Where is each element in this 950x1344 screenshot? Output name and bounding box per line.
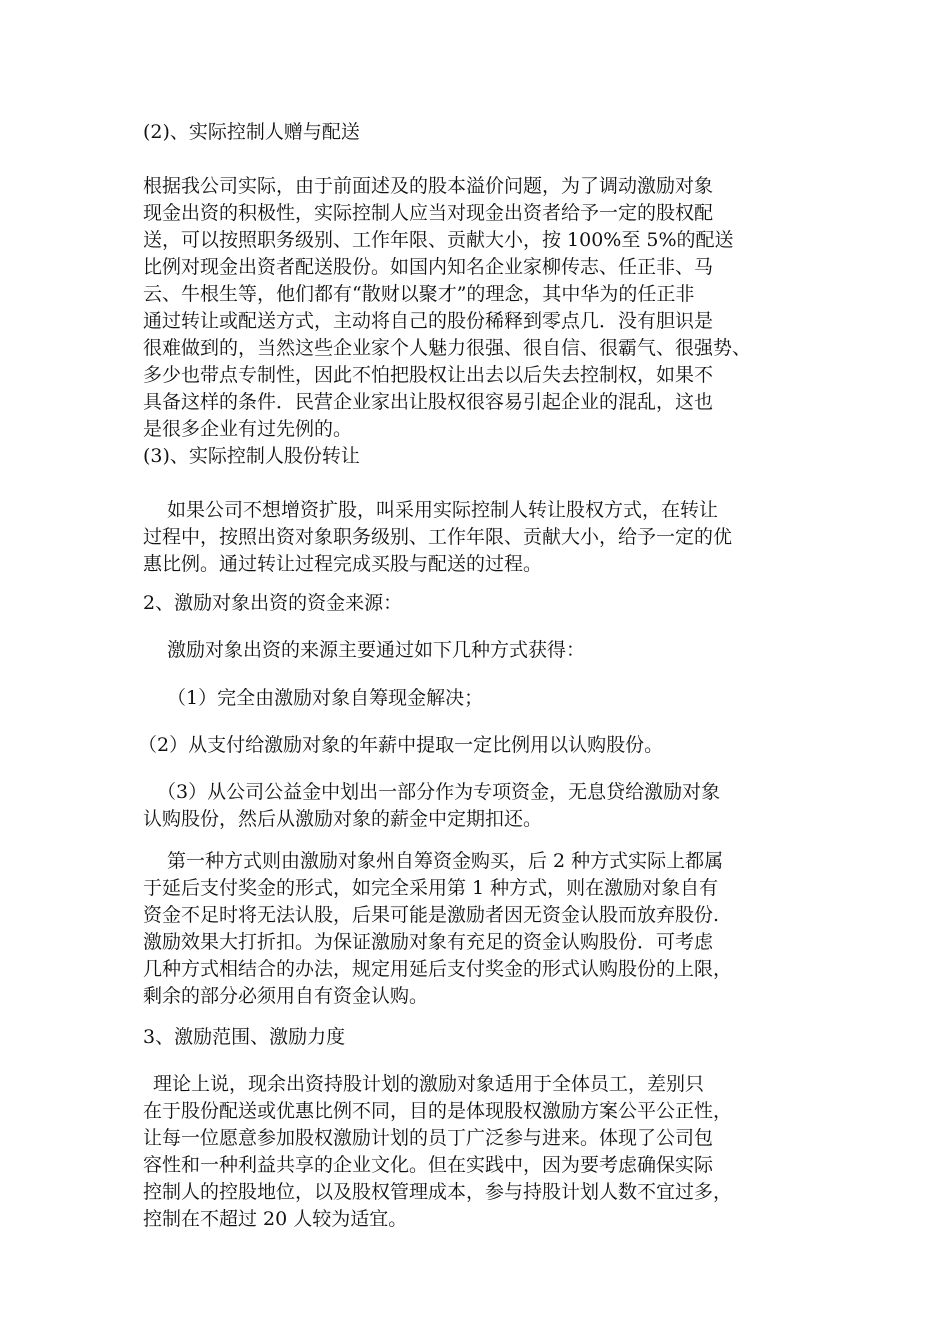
paragraph-line: 惠比例。通过转让过程完成买股与配送的过程。	[143, 553, 543, 575]
paragraph-line: 如果公司不想增资扩股，叫采用实际控制人转让股权方式，在转让	[167, 499, 719, 521]
paragraph-line: 容性和一种利益共享的企业文化。但在实践中，因为要考虑确保实际	[143, 1154, 714, 1176]
paragraph-scope	[143, 1071, 813, 1233]
paragraph-funding-methods	[143, 848, 813, 1010]
heading-scope: 3、激励范围、激励力度	[143, 1026, 346, 1048]
paragraph-line: 认购股份，然后从激励对象的薪金中定期扣还。	[143, 808, 543, 830]
paragraph-line: 控制人的控股地位，以及股权管理成本，参与持股计划人数不宜过多，	[143, 1181, 733, 1203]
paragraph-line: 让每一位愿意参加股权激励计划的员丁广泛参与进来。体现了公司包	[143, 1127, 714, 1149]
list-item-2: （2）从支付给激励对象的年薪中提取一定比例用以认购股份。	[138, 734, 664, 756]
paragraph-line: 在于股份配送或优惠比例不同，目的是体现股权激励方案公平公正性，	[143, 1100, 733, 1122]
paragraph-line: 通过转让或配送方式，主动将自己的股份稀释到零点几．没有胆识是	[143, 310, 714, 332]
list-item-3	[143, 779, 813, 833]
paragraph-gift-allocation	[143, 173, 813, 443]
paragraph-line: 根据我公司实际，由于前面述及的股本溢价问题，为了调动激励对象	[143, 175, 714, 197]
paragraph-share-transfer	[143, 497, 813, 578]
paragraph-line: 控制在不超过 20 人较为适宜。	[143, 1208, 408, 1230]
paragraph-line: 几种方式相结合的办法，规定用延后支付奖金的形式认购股份的上限，	[143, 958, 733, 980]
paragraph-line: 于延后支付奖金的形式，如完全采用第 1 种方式，则在激励对象自有	[143, 877, 719, 899]
paragraph-line: 激励效果大打折扣。为保证激励对象有充足的资金认购股份．可考虑	[143, 931, 714, 953]
paragraph-line: 比例对现金出资者配送股份。如国内知名企业家柳传志、任正非、马	[143, 256, 714, 278]
paragraph-line: 云、牛根生等，他们都有“散财以聚才”的理念，其中华为的任正非	[143, 283, 695, 305]
paragraph-line: 理论上说，现余出资持股计划的激励对象适用于全体员工，差别只	[153, 1073, 705, 1095]
paragraph-funding-intro: 激励对象出资的来源主要通过如下几种方式获得：	[167, 639, 586, 661]
paragraph-line: 剩余的部分必须用自有资金认购。	[143, 985, 429, 1007]
paragraph-line: 多少也带点专制性，因此不怕把股权让出去以后失去控制权，如果不	[143, 364, 714, 386]
paragraph-line: 具备这样的条件．民营企业家出让股权很容易引起企业的混乱，这也	[143, 391, 714, 413]
heading-funding-source: 2、激励对象出资的资金来源：	[143, 592, 403, 614]
paragraph-line: 资金不足时将无法认股，后果可能是激励者因无资金认股而放弃股份.	[143, 904, 720, 926]
paragraph-line: 很难做到的，当然这些企业家个人魅力很强、很自信、很霸气、很强势、	[143, 337, 752, 359]
heading-share-transfer: (3)、实际控制人股份转让	[143, 445, 360, 467]
paragraph-line: 第一种方式则由激励对象州自筹资金购买，后 2 种方式实际上都属	[167, 850, 724, 872]
paragraph-line: 是很多企业有过先例的。	[143, 418, 353, 440]
paragraph-line: （3）从公司公益金中划出一部分作为专项资金，无息贷给激励对象	[157, 781, 721, 803]
heading-gift-allocation: (2)、实际控制人赠与配送	[143, 121, 360, 143]
paragraph-line: 送，可以按照职务级别、工作年限、贡献大小，按 100%至 5%的配送	[143, 229, 734, 251]
paragraph-line: 过程中，按照出资对象职务级别、工作年限、贡献大小，给予一定的优	[143, 526, 733, 548]
paragraph-line: 现金出资的积极性，实际控制人应当对现金出资者给予一定的股权配	[143, 202, 714, 224]
list-item-1: （1）完全由激励对象自筹现金解决；	[167, 687, 484, 709]
